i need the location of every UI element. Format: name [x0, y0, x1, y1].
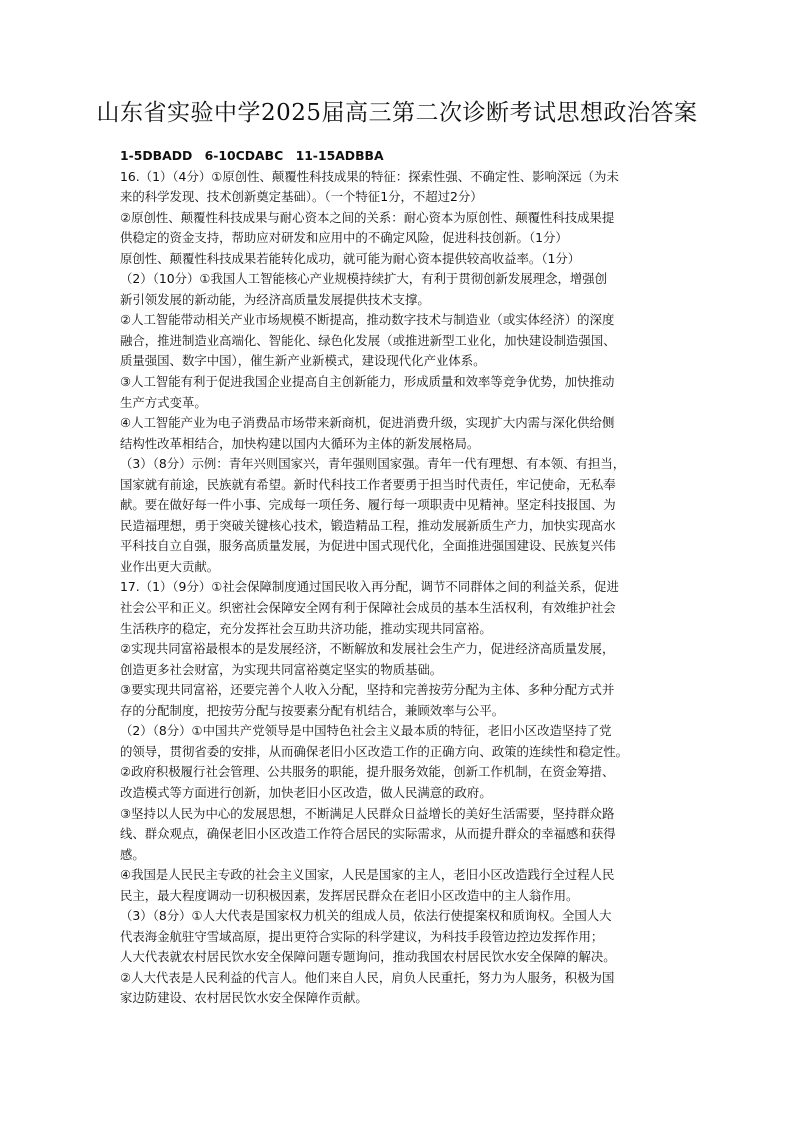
text-line: ②政府积极履行社会管理、公共服务的职能，提升服务效能，创新工作机制，在资金筹措、: [120, 764, 615, 780]
text-line: 结构性改革相结合，加快构建以国内大循环为主体的新发展格局。: [120, 435, 480, 451]
text-line: 业作出更大贡献。: [120, 558, 220, 574]
text-line: ③要实现共同富裕，还要完善个人收入分配，坚持和完善按劳分配为主体、多种分配方式并: [120, 682, 615, 698]
text-line: 的领导，贯彻省委的安排，从而确保老旧小区改造工作的正确方向、政策的连续性和稳定性。: [120, 743, 629, 759]
text-line: 献。要在做好每一件小事、完成每一项任务、履行每一项职责中见精神。坚定科技报国、为: [120, 497, 616, 513]
text-line: 生活秩序的稳定，充分发挥社会互助共济功能，推动实现共同富裕。: [120, 620, 492, 636]
answer-body: [120, 146, 682, 1009]
text-line: （3）（8分）示例：青年兴则国家兴，青年强则国家强。青年一代有理想、有本领、有担当，: [120, 456, 626, 472]
text-line: （3）（8分）①人大代表是国家权力机关的组成人员，依法行使提案权和质询权。全国人大: [120, 908, 612, 924]
text-line: 创造更多社会财富，为实现共同富裕奠定坚实的物质基础。: [120, 661, 443, 677]
text-line: 16.（1）（4分）①原创性、颠覆性科技成果的特征：探索性强、不确定性、影响深远（为未: [120, 168, 619, 184]
text-line: ②原创性、颠覆性科技成果与耐心资本之间的关系：耐心资本为原创性、颠覆性科技成果提: [120, 209, 615, 225]
text-line: 供稳定的资金支持，帮助应对研发和应用中的不确定风险，促进科技创新。（1分）: [120, 230, 568, 246]
text-line: 来的科学发现、技术创新奠定基础）。（一个特征1分，不超过2分）: [120, 189, 483, 205]
text-line: 改造模式等方面进行创新，加快老旧小区改造，做人民满意的政府。: [120, 784, 492, 800]
text-line: ④人工智能产业为电子消费品市场带来新商机，促进消费升级，实现扩大内需与深化供给侧: [120, 415, 615, 431]
text-line: （2）（10分）①我国人工智能核心产业规模持续扩大，有利于贯彻创新发展理念，增强创: [120, 271, 608, 287]
text-line: 平科技自立自强，服务高质量发展，为促进中国式现代化，全面推进强国建设、民族复兴伟: [120, 538, 616, 554]
text-line: 生产方式变革。: [120, 394, 207, 410]
text-line: ②人工智能带动相关产业市场规模不断提高，推动数字技术与制造业（或实体经济）的深度: [120, 312, 615, 328]
text-line: 存的分配制度，把按劳分配与按要素分配有机结合，兼顾效率与公平。: [120, 702, 505, 718]
text-line: 人大代表就农村居民饮水安全保障问题专题询问，推动我国农村居民饮水安全保障的解决。: [120, 949, 616, 965]
text-line: 17.（1）（9分）①社会保障制度通过国民收入再分配，调节不同群体之间的利益关系，促进: [120, 579, 619, 595]
text-line: ②实现共同富裕最根本的是发展经济，不断解放和发展社会生产力，促进经济高质量发展，: [120, 641, 615, 657]
text-line: 感。: [120, 846, 145, 862]
text-line: ②人大代表是人民利益的代言人。他们来自人民，肩负人民重托，努力为人服务，积极为国: [120, 969, 615, 985]
text-line: 家边防建设、农村居民饮水安全保障作贡献。: [120, 990, 368, 1006]
text-line: 国家就有前途，民族就有希望。新时代科技工作者要勇于担当时代责任，牢记使命，无私奉: [120, 476, 616, 492]
text-line: 质量强国、数字中国），催生新产业新模式，建设现代化产业体系。: [120, 353, 486, 369]
text-line: 新引领发展的新动能，为经济高质量发展提供技术支撑。: [120, 291, 430, 307]
text-line: 原创性、颠覆性科技成果若能转化成功，就可能为耐心资本提供较高收益率。（1分）: [120, 250, 581, 266]
page-title: 山东省实验中学2025届高三第二次诊断考试思想政治答案: [96, 100, 698, 126]
text-line: 代表海金航驻守雪域高原，提出更符合实际的科学建议，为科技手段管边控边发挥作用；: [120, 928, 604, 944]
text-line: （2）（8分）①中国共产党领导是中国特色社会主义最本质的特征，老旧小区改造坚持了党: [120, 723, 612, 739]
text-line: 民造福理想，勇于突破关键核心技术，锻造精品工程，推动发展新质生产力，加快实现高水: [120, 517, 616, 533]
text-line: ④我国是人民民主专政的社会主义国家，人民是国家的主人，老旧小区改造践行全过程人民: [120, 867, 615, 883]
text-line: 融合，推进制造业高端化、智能化、绿色化发展（或推进新型工业化，加快建设制造强国、: [120, 332, 616, 348]
text-line: ③坚持以人民为中心的发展思想，不断满足人民群众日益增长的美好生活需要，坚持群众路: [120, 805, 615, 821]
text-line: 社会公平和正义。织密社会保障安全网有利于保障社会成员的基本生活权利，有效维护社会: [120, 600, 616, 616]
text-line: 线、群众观点，确保老旧小区改造工作符合居民的实际需求，从而提升群众的幸福感和获得: [120, 826, 616, 842]
text-line: ③人工智能有利于促进我国企业提高自主创新能力，形成质量和效率等竞争优势，加快推动: [120, 374, 615, 390]
text-line: 民主，最大程度调动一切积极因素，发挥居民群众在老旧小区改造中的主人翁作用。: [120, 887, 579, 903]
choice-answers-line: 1-5DBADD 6-10CDABC 11-15ADBBA: [120, 148, 384, 163]
